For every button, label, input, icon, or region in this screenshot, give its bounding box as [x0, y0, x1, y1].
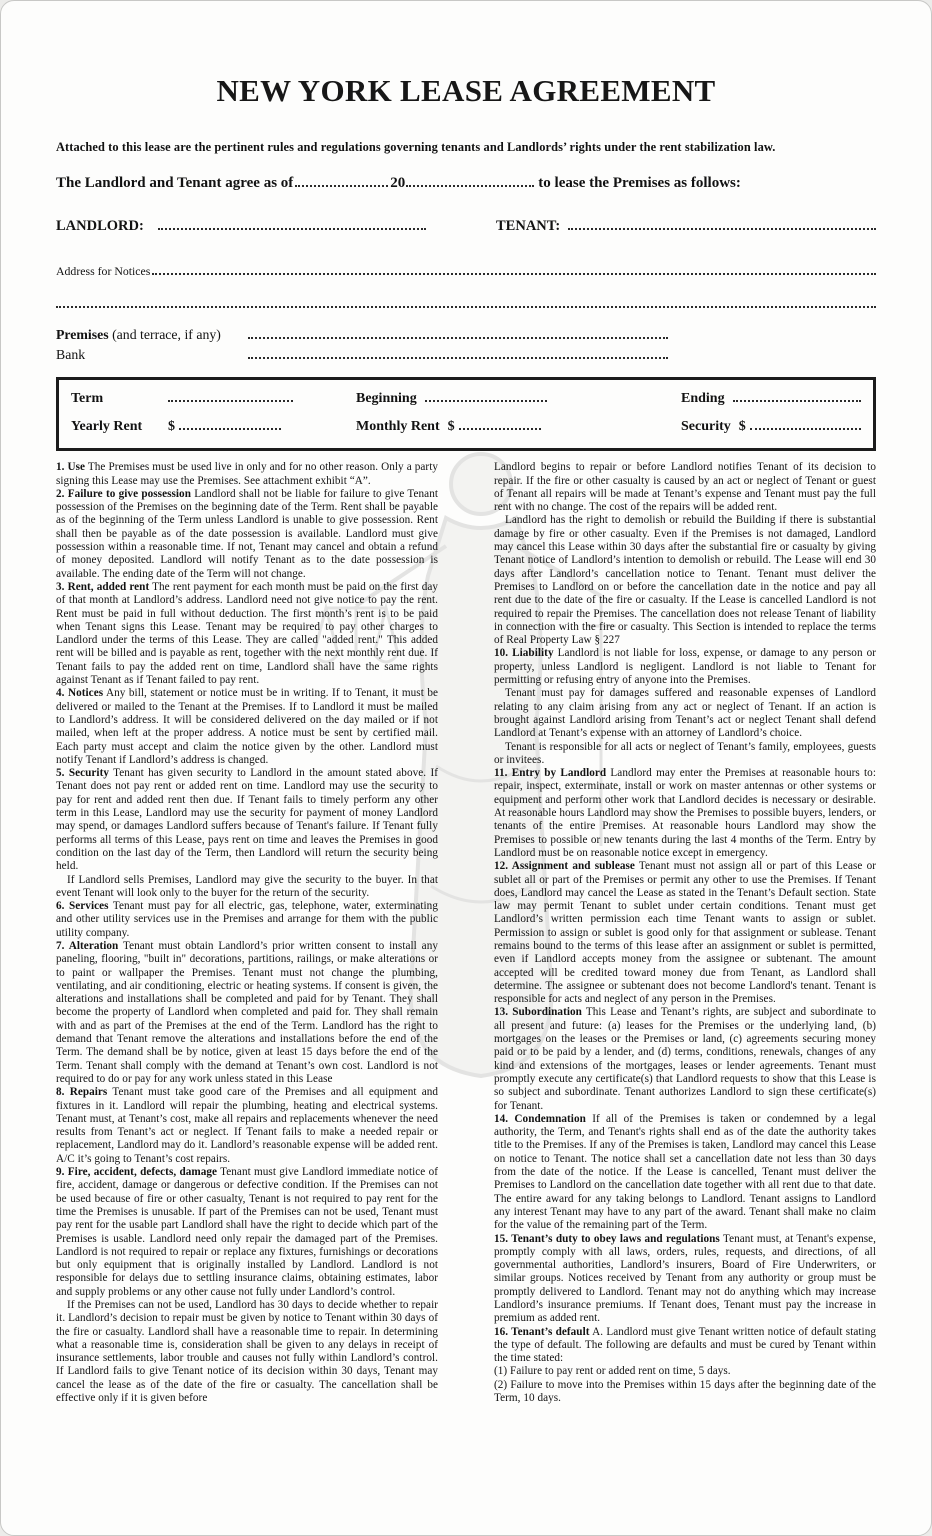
beginning-blank[interactable] [425, 389, 547, 403]
clause-10-liability: 10. Liability Landlord is not liable for loss, expense, or damage to any person or property, unless Landlord is negligent. Landlord is not liable to Tenant for permitting or refusing entry of anyone into the Premises. [494, 647, 876, 687]
premises-blank[interactable] [248, 325, 668, 339]
yearly-rent-blank[interactable] [179, 416, 281, 430]
clause-6-services: 6. Services Tenant must pay for all electric, gas, telephone, water, exterminating and other utility services use in the Premises and arrange for them with the public utility company. [56, 900, 438, 939]
clause-9-continued-right: Landlord begins to repair or before Landlord notifies Tenant of its decision to repair. If the fire or other casualty is caused by an act or neglect of Tenant or guest of Tenant all repairs will be made at Tenant’s expense and Tenant must pay the full rent with no change. The cost of the repairs will be added rent. [494, 461, 876, 514]
document-title: NEW YORK LEASE AGREEMENT [216, 73, 716, 108]
term-blank[interactable] [168, 389, 293, 403]
clause-9-continued-left: If the Premises can not be used, Landlord has 30 days to decide whether to repair it. Landlord’s decision to repair must be given by notice to Tenant within 30 days of the fire or casualty. Landlord shall have a reasonable time to repair. In determining what a reasonable time is, consideration shall be given to any delays in receipt of insurance settlements, labor trouble and causes not fully within Landlord’s control. If Landlord fails to give Tenant notice of its decision within 30 days, Tenant may cancel the lease as of the date of the fire or casualty. The cancellation shall be effective only if it is given before [56, 1299, 438, 1405]
yearly-rent-currency: $ [168, 419, 175, 435]
address-for-notices-label: Address for Notices [56, 264, 151, 279]
premises-row [56, 325, 876, 343]
clause-16-default-item-1: (1) Failure to pay rent or added rent on time, 5 days. [494, 1365, 731, 1378]
agreement-prefix-label: The Landlord and Tenant agree as of [56, 174, 294, 191]
clause-9-demolish: Landlord has the right to demolish or rebuild the Building if there is substantial damage by fire or other casualty. Even if the Premises is not damaged, Landlord may cancel this Lease within 30 days after the substantial fire or casualty by giving Tenant notice of Landlord’s intention to demolish or rebuild. The Lease will end 30 days after Landlord’s cancellation notice to Tenant. Tenant must deliver the Premises to Landlord on or before the cancellation date in the notice and pay all rent due to the date of the fire or casualty. If the Lease is cancelled Landlord is not required to repair the Premises. The cancellation does not release Tenant of liability in connection with the fire or casualty. This Section is intended to replace the terms of Real Property Law § 227 [494, 514, 876, 647]
address-for-notices-row [56, 263, 876, 279]
agreement-suffix-label: to lease the Premises as follows: [538, 174, 741, 191]
agreement-date-line [56, 172, 876, 192]
clause-3-rent-added-rent: 3. Rent, added rent The rent payment for each month must be paid on the first day of that month at Landlord’s address. Landlord need not give notice to pay the rent. Rent must be paid in full without deduction. The first month’s rent is to be paid when Tenant signs this Lease. Tenant may be required to pay other charges to Landlord under the terms of this Lease. They are called "added rent." This added rent will be billed and is payable as rent, together with the next monthly rent due. If Tenant fails to pay the added rent on time, Landlord shall have the same rights against Tenant as if Tenant failed to pay rent. [56, 580, 439, 687]
landlord-label: LANDLORD: [56, 218, 144, 235]
clause-1-use: 1. Use The Premises must be used live in only and for no other reason. Only a party signing this Lease may use the Premises. See attachment exhibit “A”. [56, 461, 438, 487]
bank-blank[interactable] [248, 345, 668, 359]
tenant-label: TENANT: [496, 218, 561, 235]
security-currency: $ [738, 419, 746, 435]
agreement-year-blank[interactable] [406, 172, 534, 187]
clause-11-entry-by-landlord: 11. Entry by Landlord Landlord may enter the Premises at reasonable hours to: repair, inspect, exterminate, install or work on master antennas or other systems or equipment and perform other work that Landlord decides is necessary or desirable. At reasonable hours Landlord may show the Premises to possible buyers, lenders, or tenants of the entire Premises. At reasonable hours Landlord may show the Premises to possible or new tenants during the last 4 months of the Term. Entry by Landlord must be on reasonable notice except in emergency. [494, 767, 876, 859]
bank-row [56, 345, 876, 363]
agreement-date-blank[interactable] [295, 172, 388, 187]
term-table-row-2 [71, 416, 861, 435]
tenant-name-blank[interactable] [568, 216, 876, 230]
address-blank-line-1[interactable] [152, 263, 876, 275]
premises-terrace-note: (and terrace, if any) [112, 326, 221, 342]
term-summary-table [56, 377, 876, 452]
security-blank[interactable] [750, 416, 861, 430]
clause-12-assignment-and-sublease: 12. Assignment and sublease Tenant must not assign all or part of this Lease or sublet all or part of the Premises or permit any other to use the Premises. If Tenant does, Landlord may cancel the Lease as stated in the Tenant’s Default section. State law may permit Tenant to sublet under certain conditions. Tenant must get Landlord’s written permission each time Tenant wants to assign or sublet. Permission to assign or sublet is good only for that assignment or sublease. Tenant remains bound to the terms of this lease after an assignment or sublet is permitted, even if Landlord accepts money from the assignee or subtenant. The amount accepted will be credited toward money due from Tenant, as Landlord shall determine. The assignee or subtenant does not become Landlord's tenant. Tenant is responsible for acts and neglect of any person in the Premises. [494, 860, 876, 1006]
term-label: Term [71, 391, 104, 407]
rent-stabilization-note: Attached to this lease are the pertinent rules and regulations governing tenants and Landlords’ rights under the rent stabilization law. [56, 140, 776, 154]
term-table-row-1 [71, 389, 861, 408]
beginning-label: Beginning [356, 391, 417, 407]
monthly-rent-blank[interactable] [459, 416, 541, 430]
security-label: Security [681, 419, 731, 435]
left-column [56, 461, 438, 1405]
clause-10-damages: Tenant must pay for damages suffered and reasonable expenses of Landlord relating to any claim arising from any act or neglect of Tenant. If an action is brought against Landlord arising from Tenant’s act or neglect Tenant shall defend Landlord at Tenant’s expense with an attorney of Landlord’s choice. [494, 687, 876, 740]
lease-clauses [56, 461, 876, 1405]
clause-5-security-continued: If Landlord sells Premises, Landlord may give the security to the buyer. In that event Tenant will look only to the buyer for the return of the security. [56, 873, 438, 899]
monthly-rent-currency: $ [447, 419, 455, 435]
ending-blank[interactable] [733, 389, 861, 403]
clause-15-duty-to-obey: 15. Tenant’s duty to obey laws and regulations Tenant must, at Tenant's expense, promptly comply with all laws, orders, rules, requests, and directions, of all governmental authorities, Landlord’s insurers, Board of Fire Underwriters, or similar groups. Notices received by Tenant from any authority or group must be promptly delivered to Landlord. Tenant may not do anything which may increase Landlord’s insurance premiums. If Tenant does, Tenant must pay the increase in premium as added rent. [494, 1232, 876, 1325]
landlord-name-blank[interactable] [158, 216, 426, 230]
clause-2-failure-to-give-possession: 2. Failure to give possession Landlord shall not be liable for failure to give Tenant possession of the Premises on the beginning date of the Term. Rent shall be payable as of the beginning of the Term unless Landlord is unable to give possession. Rent shall then be payable as of the date possession is available. Landlord must give possession within a reasonable time. If not, Tenant may cancel and obtain a refund of money deposited. Landlord will notify Tenant as to the date possession is available. The ending date of the Term will not change. [56, 487, 438, 580]
parties-row [56, 216, 876, 235]
clause-5-security: 5. Security Tenant has given security to Landlord in the amount stated above. If Tenant does not pay rent or added rent on time. Landlord may use the security to pay for rent and added rent then due. If Tenant fails to timely perform any other term in this Lease, Landlord may use the security for payment of money Landlord may spend, or damages Landlord suffers because of Tenant's failure. If Tenant fully performs all terms of this Lease, pays rent on time and leaves the Premises in good condition on the last day of the Term, then Landlord will return the security being held. [56, 767, 438, 873]
bank-label: Bank [56, 346, 86, 362]
clause-4-notices: 4. Notices Any bill, statement or notice must be in writing. If to Tenant, it must be delivered or mailed to the Tenant at the Premises. If to Landlord it must be mailed to Landlord’s address. It will be considered delivered on the day mailed or if not mailed, when left at the proper address. A notice must be sent by certified mail. Each party must accept and claim the notice given by the other. Landlord must notify Tenant if Landlord’s address is changed. [56, 687, 438, 766]
ending-label: Ending [681, 391, 725, 407]
yearly-rent-label: Yearly Rent [71, 419, 143, 435]
monthly-rent-label: Monthly Rent [356, 419, 440, 435]
right-column [494, 461, 876, 1405]
clause-9-fire-accident-defects-damage: 9. Fire, accident, defects, damage Tenant must give Landlord immediate notice of fire, accident, damage or dangerous or defective condition. If the Premises can not be used because of fire or other casualty, Tenant is not required to pay rent for the time the Premises is unusable. If part of the Premises can not be used, Tenant must pay rent for the usable part Landlord shall have the right to decide which part of the Premises is usable. Landlord need only repair the damaged part of the Premises. Landlord is not required to repair or replace any fixtures, furnishings or decorations but only equipment that is originally installed by Landlord. Landlord is not responsible for delays due to settling insurance claims, obtaining estimates, labor and supply problems or any other cause not fully under Landlord’s control. [56, 1166, 438, 1298]
premises-label: Premises [56, 326, 109, 342]
clause-8-repairs: 8. Repairs Tenant must take good care of the Premises and all equipment and fixtures in it. Landlord will repair the plumbing, heating and electrical systems. Tenant must, at Tenant’s cost, make all repairs and replacements whenever the need results from Tenant’s act or neglect. If Tenant fails to make a needed repair or replacement, Landlord may do it. Landlord’s reasonable expense will be added rent. A/C it’s going to Tenant’s cost repairs. [56, 1086, 439, 1165]
clause-16-tenants-default: 16. Tenant’s default A. Landlord must give Tenant written notice of default stating the type of default. The following are defaults and must be cured by Tenant within the time stated: [494, 1325, 876, 1365]
clause-10-responsible: Tenant is responsible for all acts or neglect of Tenant’s family, employees, guests or invitees. [494, 740, 876, 766]
address-blank-line-2[interactable] [56, 305, 876, 308]
clause-7-alteration: 7. Alteration Tenant must obtain Landlord’s prior written consent to install any paneling, flooring, "built in" decorations, partitions, railings, or make alterations or to paint or wallpaper the Premises. Tenant must not change the plumbing, ventilating, and air conditioning, electric or heating systems. If consent is given, the alterations and installations shall be completed and paid for by Tenant. They shall become the property of Landlord when completed and paid for. They shall remain with and as part of the Premises at the end of the Term. Landlord has the right to demand that Tenant remove the alterations and installations before the end of the Term. The demand shall be by notice, given at least 15 days before the end of the Term. Tenant shall comply with the demand at Tenant’s own cost. Landlord is not required to do or pay for any work unless stated in this Lease [56, 939, 438, 1085]
agreement-year-prefix: 20 [390, 174, 406, 191]
clause-13-subordination: 13. Subordination This Lease and Tenant’s rights, are subject and subordinate to all present and future: (a) leases for the Premises or the underlying land, (b) mortgages on the leases or the Premises or land, (c) agreements securing money paid or to be paid by a lender, and (d) terms, conditions, renewals, changes of any kind and extensions of the mortgages, leases or lender agreements. Tenant must promptly execute any certificate(s) that Landlord requests to show that this Lease is so subject and subordinate. Tenant authorizes Landlord to sign these certificate(s) for Tenant. [494, 1006, 876, 1112]
clause-16-default-item-2: (2) Failure to move into the Premises within 15 days after the beginning date of the Term, 10 days. [494, 1378, 876, 1405]
clause-14-condemnation: 14. Condemnation If all of the Premises is taken or condemned by a legal authority, the Term, and Tenant's rights shall end as of the date the authority takes title to the Premises. If any of the Premises is taken, Landlord may cancel this Lease on notice to Tenant. The notice shall set a cancellation date not less than 30 days from the date of the notice. If the Lease is cancelled, Tenant must deliver the Premises to Landlord on the cancellation date together with all rent due to that date. The entire award for any taking belongs to Landlord. Tenant assigns to Landlord any interest Tenant may have to any part of the award. Tenant shall make no claim for the value of the remaining part of the Term. [494, 1112, 876, 1232]
